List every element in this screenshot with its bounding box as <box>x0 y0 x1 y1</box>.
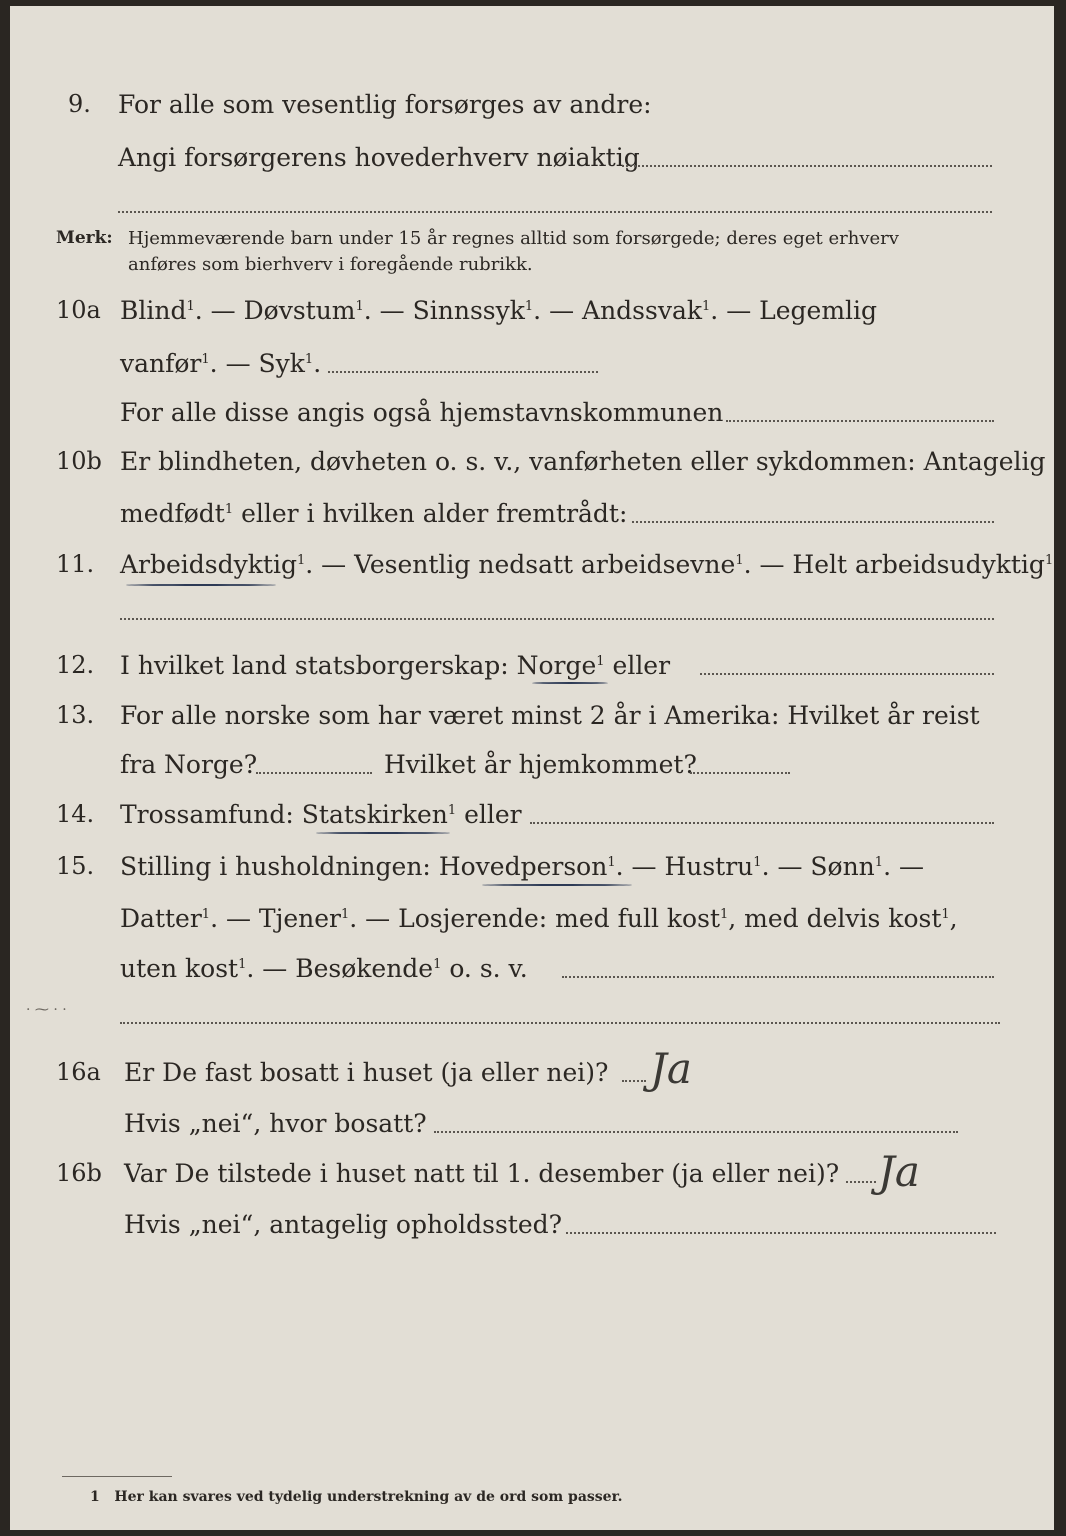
answer-option-hovedperson[interactable]: Hovedperson <box>438 852 608 881</box>
answer-line[interactable] <box>562 976 994 978</box>
note-label: Merk: <box>56 228 113 248</box>
answer-line[interactable] <box>566 1232 996 1234</box>
answer-line[interactable] <box>690 772 790 774</box>
question-text: Arbeidsdyktig$^1$. — Vesentlig nedsatt arbeidsevne$^1$. — Helt arbeidsudyktig$^1$. <box>120 550 1062 579</box>
note-text: anføres som bierhverv i foregående rubrikk. <box>128 254 533 275</box>
question-text: For alle norske som har været minst 2 år i Amerika: Hvilket år reist <box>120 701 980 730</box>
answer-line[interactable] <box>726 420 994 422</box>
answer-line[interactable] <box>700 673 994 675</box>
question-text: uten kost$^1$. — Besøkende$^1$ o. s. v. <box>120 954 528 983</box>
question-text: Stilling i husholdningen: Hovedperson$^1$. — Hustru$^1$. — Sønn$^1$. — <box>120 852 924 881</box>
question-number: 14. <box>56 800 95 828</box>
answer-line[interactable] <box>434 1131 958 1133</box>
question-text: fra Norge? <box>120 750 258 779</box>
question-number: 13. <box>56 701 95 729</box>
question-number: 16a <box>56 1058 101 1086</box>
footnote-rule <box>62 1476 172 1477</box>
answer-line[interactable] <box>118 211 992 213</box>
answer-option-arbeidsdyktig[interactable]: Arbeidsdyktig <box>120 550 297 579</box>
question-text: Var De tilstede i huset natt til 1. desember (ja eller nei)? <box>124 1159 840 1188</box>
answer-line[interactable] <box>846 1181 876 1183</box>
answer-option-statskirken[interactable]: Statskirken <box>301 800 448 829</box>
answer-line[interactable] <box>120 618 994 620</box>
question-number: 15. <box>56 852 95 880</box>
question-number: 9. <box>68 90 91 118</box>
question-text: Trossamfund: Statskirken$^1$ eller <box>120 800 522 829</box>
question-text: I hvilket land statsborgerskap: Norge$^1$ eller <box>120 651 671 680</box>
question-text: Er De fast bosatt i huset (ja eller nei)? <box>124 1058 609 1087</box>
answer-line[interactable] <box>622 165 992 167</box>
note-text: Hjemmeværende barn under 15 år regnes alltid som forsørgede; deres eget erhverv <box>128 228 899 249</box>
footnote-text: Her kan svares ved tydelig understrekning av de ord som passer. <box>114 1489 623 1505</box>
question-text: Hvis „nei“, hvor bosatt? <box>124 1109 427 1138</box>
handwritten-answer[interactable]: Ja <box>878 1147 920 1196</box>
ink-smudge: · ⁓ · · <box>26 1002 67 1018</box>
footnote-mark: 1 <box>90 1489 100 1505</box>
handwritten-underline <box>532 682 608 684</box>
question-text: Datter$^1$. — Tjener$^1$. — Losjerende: med full kost$^1$, med delvis kost$^1$, <box>120 904 958 933</box>
answer-option-norge[interactable]: Norge <box>516 651 597 680</box>
question-text: Er blindheten, døvheten o. s. v., vanførheten eller sykdommen: Antagelig <box>120 447 1046 476</box>
question-text: vanfør$^1$. — Syk$^1$. <box>120 349 322 378</box>
answer-line[interactable] <box>632 521 994 523</box>
footnote <box>90 1489 623 1505</box>
question-number: 12. <box>56 651 95 679</box>
answer-line[interactable] <box>256 772 372 774</box>
handwritten-underline <box>316 832 450 834</box>
handwritten-underline <box>482 884 632 886</box>
question-text: For alle disse angis også hjemstavnskommunen <box>120 398 724 427</box>
question-text: Hvis „nei“, antagelig opholdssted? <box>124 1210 563 1239</box>
handwritten-answer[interactable]: Ja <box>650 1044 692 1093</box>
question-number: 10b <box>56 447 102 475</box>
handwritten-underline <box>126 584 276 586</box>
census-form-page <box>10 6 1062 1530</box>
question-text: Blind$^1$. — Døvstum$^1$. — Sinnssyk$^1$. — Andssvak$^1$. — Legemlig <box>120 296 878 325</box>
answer-line[interactable] <box>622 1080 646 1082</box>
question-number: 10a <box>56 296 101 324</box>
answer-line[interactable] <box>328 371 598 373</box>
question-text: Angi forsørgerens hovederhverv nøiaktig <box>118 143 640 172</box>
question-number: 11. <box>56 550 95 578</box>
question-text: Hvilket år hjemkommet? <box>384 750 697 779</box>
answer-line[interactable] <box>530 822 994 824</box>
question-text: For alle som vesentlig forsørges av andre: <box>118 90 652 119</box>
question-number: 16b <box>56 1159 102 1187</box>
question-text: medfødt$^1$ eller i hvilken alder fremtrådt: <box>120 499 628 528</box>
answer-line[interactable] <box>120 1022 1000 1024</box>
